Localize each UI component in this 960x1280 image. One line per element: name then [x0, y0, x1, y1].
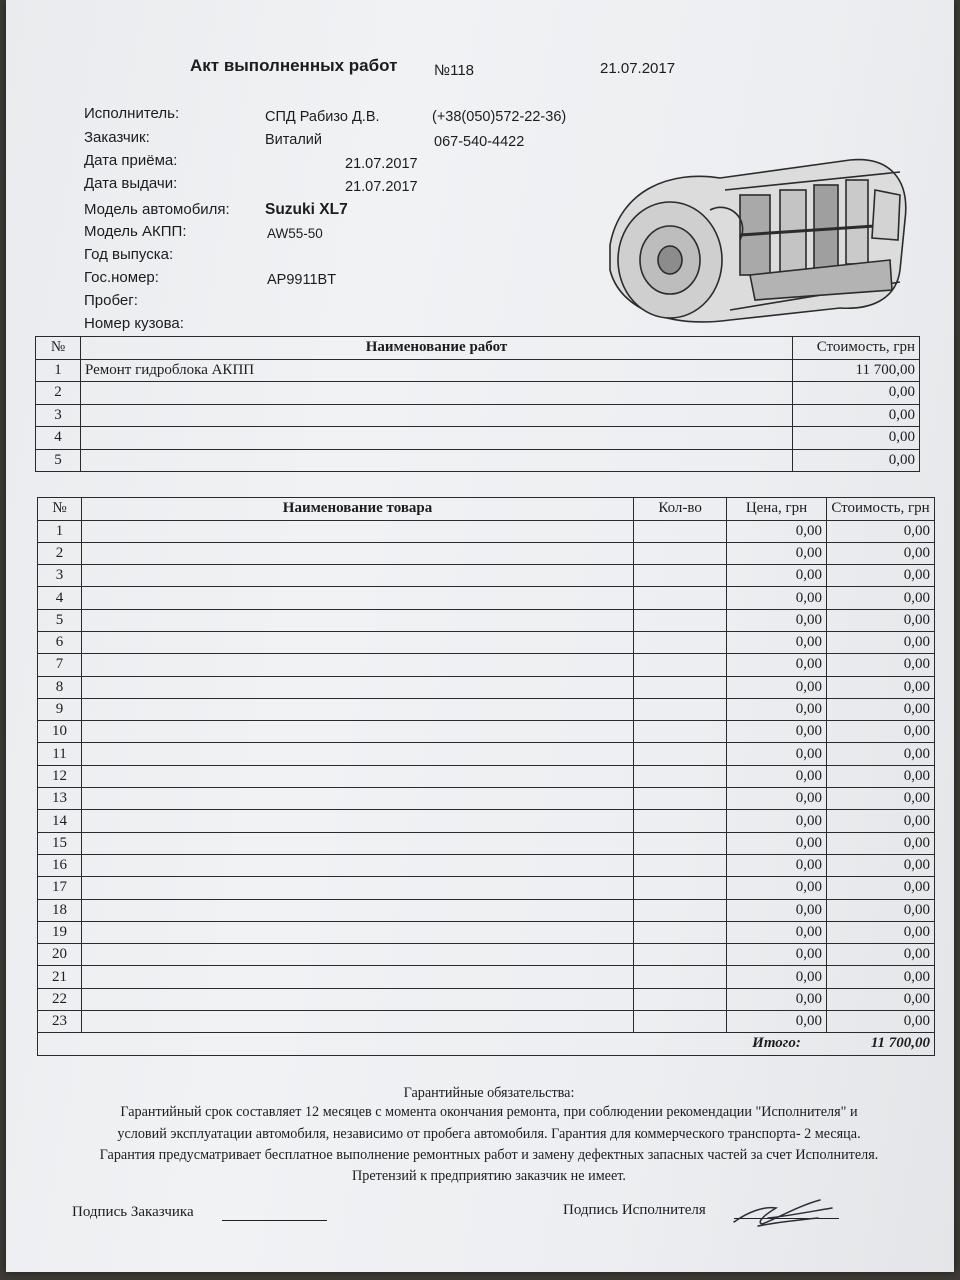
- table-row: [38, 788, 935, 810]
- goods-qty-cell: [634, 609, 727, 631]
- goods-name-cell: [81, 520, 633, 542]
- plate-value: AP9911BT: [267, 272, 337, 288]
- goods-price-cell: 0,00: [727, 988, 827, 1010]
- row-number: 11: [38, 743, 82, 765]
- row-number: 21: [38, 966, 82, 988]
- accept-date-label: Дата приёма:: [84, 152, 178, 169]
- goods-qty-cell: [634, 654, 727, 676]
- goods-name-cell: [81, 832, 633, 854]
- gearbox-label: Модель АКПП:: [84, 223, 187, 240]
- table-row: [36, 449, 920, 472]
- goods-qty-cell: [634, 832, 727, 854]
- table-row: [38, 944, 935, 966]
- goods-qty-cell: [634, 542, 727, 564]
- goods-name-cell: [81, 921, 633, 943]
- goods-cost-cell: 0,00: [826, 877, 934, 899]
- goods-name-cell: [81, 676, 633, 698]
- row-number: 15: [38, 832, 82, 854]
- executor-handwritten-signature: [728, 1196, 838, 1230]
- goods-qty-cell: [634, 877, 727, 899]
- goods-cost-cell: 0,00: [826, 676, 934, 698]
- goods-price-cell: 0,00: [727, 944, 827, 966]
- goods-cost-cell: 0,00: [826, 854, 934, 876]
- works-header-row: [36, 337, 920, 360]
- goods-header-qty: Кол-во: [634, 498, 727, 521]
- work-cost: 11 700,00: [793, 359, 920, 382]
- table-row: [38, 988, 935, 1010]
- table-row: [36, 427, 920, 450]
- issue-date-value: 21.07.2017: [345, 179, 418, 195]
- goods-cost-cell: 0,00: [826, 743, 934, 765]
- gearbox-value: AW55-50: [267, 226, 323, 241]
- customer-value: Виталий: [265, 132, 322, 148]
- total-value: 11 700,00: [826, 1033, 934, 1055]
- goods-body: [38, 520, 935, 1033]
- goods-cost-cell: 0,00: [826, 966, 934, 988]
- work-name: [80, 404, 792, 427]
- goods-cost-cell: 0,00: [826, 631, 934, 653]
- goods-price-cell: 0,00: [727, 698, 827, 720]
- goods-qty-cell: [634, 676, 727, 698]
- table-row: [38, 899, 935, 921]
- executor-label: Исполнитель:: [84, 105, 180, 122]
- customer-label: Заказчик:: [84, 129, 150, 146]
- goods-name-cell: [81, 654, 633, 676]
- row-number: 5: [38, 609, 82, 631]
- goods-cost-cell: 0,00: [826, 788, 934, 810]
- row-number: 1: [38, 520, 82, 542]
- goods-qty-cell: [634, 966, 727, 988]
- row-number: 3: [38, 565, 82, 587]
- table-row: [38, 1011, 935, 1033]
- document-date: 21.07.2017: [600, 60, 676, 77]
- goods-cost-cell: 0,00: [826, 654, 934, 676]
- goods-name-cell: [81, 587, 633, 609]
- executor-signature-label: Подпись Исполнителя: [563, 1202, 706, 1218]
- row-number: 4: [38, 587, 82, 609]
- row-number: 10: [38, 721, 82, 743]
- goods-cost-cell: 0,00: [826, 921, 934, 943]
- goods-price-cell: 0,00: [727, 743, 827, 765]
- goods-price-cell: 0,00: [727, 542, 827, 564]
- table-row: [38, 542, 935, 564]
- goods-price-cell: 0,00: [727, 921, 827, 943]
- goods-name-cell: [81, 988, 633, 1010]
- work-cost: 0,00: [793, 427, 920, 450]
- goods-price-cell: 0,00: [727, 654, 827, 676]
- goods-table: [37, 497, 935, 1056]
- warranty-line-4: Претензий к предприятию заказчик не имеет.: [352, 1168, 626, 1184]
- goods-qty-cell: [634, 899, 727, 921]
- goods-qty-cell: [634, 1011, 727, 1033]
- row-number: 12: [38, 765, 82, 787]
- row-number: 8: [38, 676, 82, 698]
- work-cost: 0,00: [793, 382, 920, 405]
- work-name: [80, 382, 792, 405]
- customer-signature-line: [222, 1220, 327, 1221]
- goods-name-cell: [81, 854, 633, 876]
- goods-price-cell: 0,00: [727, 721, 827, 743]
- goods-qty-cell: [634, 565, 727, 587]
- row-number: 9: [38, 698, 82, 720]
- goods-price-cell: 0,00: [727, 565, 827, 587]
- customer-phone: 067-540-4422: [434, 134, 525, 150]
- goods-price-cell: 0,00: [727, 765, 827, 787]
- goods-name-cell: [81, 721, 633, 743]
- work-name: [80, 427, 792, 450]
- total-spacer: [38, 1033, 727, 1055]
- table-row: [38, 565, 935, 587]
- row-number: 19: [38, 921, 82, 943]
- goods-name-cell: [81, 966, 633, 988]
- row-number: 20: [38, 944, 82, 966]
- goods-cost-cell: 0,00: [826, 520, 934, 542]
- goods-qty-cell: [634, 988, 727, 1010]
- row-number: 13: [38, 788, 82, 810]
- works-header-cost: Стоимость, грн: [793, 337, 920, 360]
- goods-qty-cell: [634, 921, 727, 943]
- goods-cost-cell: 0,00: [826, 698, 934, 720]
- table-row: [38, 743, 935, 765]
- works-header-name: Наименование работ: [80, 337, 792, 360]
- row-number: 6: [38, 631, 82, 653]
- goods-header-number: №: [38, 498, 82, 521]
- goods-qty-cell: [634, 765, 727, 787]
- goods-price-cell: 0,00: [727, 609, 827, 631]
- goods-cost-cell: 0,00: [826, 988, 934, 1010]
- goods-qty-cell: [634, 743, 727, 765]
- goods-qty-cell: [634, 587, 727, 609]
- goods-cost-cell: 0,00: [826, 765, 934, 787]
- goods-cost-cell: 0,00: [826, 832, 934, 854]
- goods-header-cost: Стоимость, грн: [826, 498, 934, 521]
- row-number: 18: [38, 899, 82, 921]
- table-row: [38, 676, 935, 698]
- table-row: [38, 921, 935, 943]
- goods-qty-cell: [634, 944, 727, 966]
- goods-cost-cell: 0,00: [826, 721, 934, 743]
- goods-qty-cell: [634, 698, 727, 720]
- goods-cost-cell: 0,00: [826, 565, 934, 587]
- goods-price-cell: 0,00: [727, 587, 827, 609]
- goods-header-row: [38, 498, 935, 521]
- goods-name-cell: [81, 1011, 633, 1033]
- document-number: №118: [434, 62, 475, 79]
- warranty-line-2: условий эксплуатации автомобиля, независимо от пробега автомобиля. Гарантия для коммерческого транспорта- 2 месяца.: [117, 1126, 861, 1142]
- goods-price-cell: 0,00: [727, 788, 827, 810]
- goods-name-cell: [81, 542, 633, 564]
- issue-date-label: Дата выдачи:: [84, 175, 178, 192]
- works-table: [35, 336, 920, 472]
- goods-qty-cell: [634, 854, 727, 876]
- goods-name-cell: [81, 631, 633, 653]
- work-name: Ремонт гидроблока АКПП: [80, 359, 792, 382]
- table-row: [38, 631, 935, 653]
- executor-value: СПД Рабизо Д.В.: [265, 109, 380, 125]
- row-number: 1: [36, 359, 81, 382]
- goods-qty-cell: [634, 788, 727, 810]
- total-label: Итого:: [727, 1033, 827, 1055]
- goods-price-cell: 0,00: [727, 832, 827, 854]
- goods-qty-cell: [634, 721, 727, 743]
- goods-name-cell: [81, 788, 633, 810]
- accept-date-value: 21.07.2017: [345, 156, 418, 172]
- table-row: [38, 654, 935, 676]
- table-row: [38, 765, 935, 787]
- goods-qty-cell: [634, 631, 727, 653]
- goods-qty-cell: [634, 520, 727, 542]
- goods-price-cell: 0,00: [727, 899, 827, 921]
- table-row: [38, 854, 935, 876]
- mileage-label: Пробег:: [84, 292, 138, 309]
- row-number: 7: [38, 654, 82, 676]
- goods-name-cell: [81, 944, 633, 966]
- goods-name-cell: [81, 698, 633, 720]
- goods-name-cell: [81, 765, 633, 787]
- goods-cost-cell: 0,00: [826, 609, 934, 631]
- row-number: 23: [38, 1011, 82, 1033]
- work-cost: 0,00: [793, 449, 920, 472]
- table-row: [38, 698, 935, 720]
- goods-qty-cell: [634, 810, 727, 832]
- table-row: [36, 382, 920, 405]
- goods-header-name: Наименование товара: [81, 498, 633, 521]
- transmission-illustration-icon: [600, 150, 920, 340]
- car-model-value: Suzuki XL7: [265, 201, 348, 218]
- table-row: [38, 832, 935, 854]
- row-number: 2: [36, 382, 81, 405]
- table-row: [36, 404, 920, 427]
- goods-name-cell: [81, 609, 633, 631]
- table-row: [38, 966, 935, 988]
- row-number: 3: [36, 404, 81, 427]
- total-row: [38, 1033, 935, 1055]
- row-number: 16: [38, 854, 82, 876]
- row-number: 4: [36, 427, 81, 450]
- row-number: 17: [38, 877, 82, 899]
- goods-price-cell: 0,00: [727, 966, 827, 988]
- body-number-label: Номер кузова:: [84, 315, 184, 332]
- car-model-label: Модель автомобиля:: [84, 201, 230, 218]
- goods-name-cell: [81, 899, 633, 921]
- goods-cost-cell: 0,00: [826, 542, 934, 564]
- warranty-title: Гарантийные обязательства:: [403, 1085, 575, 1101]
- goods-name-cell: [81, 743, 633, 765]
- plate-label: Гос.номер:: [84, 269, 159, 286]
- goods-cost-cell: 0,00: [826, 587, 934, 609]
- table-row: [38, 877, 935, 899]
- goods-cost-cell: 0,00: [826, 1011, 934, 1033]
- table-row: [36, 359, 920, 382]
- goods-price-cell: 0,00: [727, 631, 827, 653]
- table-row: [38, 587, 935, 609]
- goods-cost-cell: 0,00: [826, 810, 934, 832]
- table-row: [38, 520, 935, 542]
- customer-signature-label: Подпись Заказчика: [72, 1204, 194, 1220]
- warranty-line-1: Гарантийный срок составляет 12 месяцев с момента окончания ремонта, при соблюдении рекомендации "Исполнителя" и: [120, 1104, 858, 1120]
- row-number: 5: [36, 449, 81, 472]
- executor-phone: (+38(050)572-22-36): [432, 109, 567, 125]
- goods-cost-cell: 0,00: [826, 944, 934, 966]
- goods-name-cell: [81, 565, 633, 587]
- goods-header-price: Цена, грн: [727, 498, 827, 521]
- work-cost: 0,00: [793, 404, 920, 427]
- table-row: [38, 609, 935, 631]
- goods-price-cell: 0,00: [727, 676, 827, 698]
- table-row: [38, 810, 935, 832]
- goods-name-cell: [81, 810, 633, 832]
- goods-cost-cell: 0,00: [826, 899, 934, 921]
- row-number: 2: [38, 542, 82, 564]
- works-header-number: №: [36, 337, 81, 360]
- goods-price-cell: 0,00: [727, 810, 827, 832]
- goods-price-cell: 0,00: [727, 1011, 827, 1033]
- row-number: 14: [38, 810, 82, 832]
- work-name: [80, 449, 792, 472]
- document-title: Акт выполненных работ: [190, 56, 398, 75]
- goods-name-cell: [81, 877, 633, 899]
- table-row: [38, 721, 935, 743]
- goods-price-cell: 0,00: [727, 520, 827, 542]
- goods-price-cell: 0,00: [727, 854, 827, 876]
- goods-price-cell: 0,00: [727, 877, 827, 899]
- row-number: 22: [38, 988, 82, 1010]
- warranty-line-3: Гарантия предусматривает бесплатное выполнение ремонтных работ и замену дефектных запасных частей за счет Исполнителя.: [99, 1147, 879, 1163]
- year-label: Год выпуска:: [84, 246, 174, 263]
